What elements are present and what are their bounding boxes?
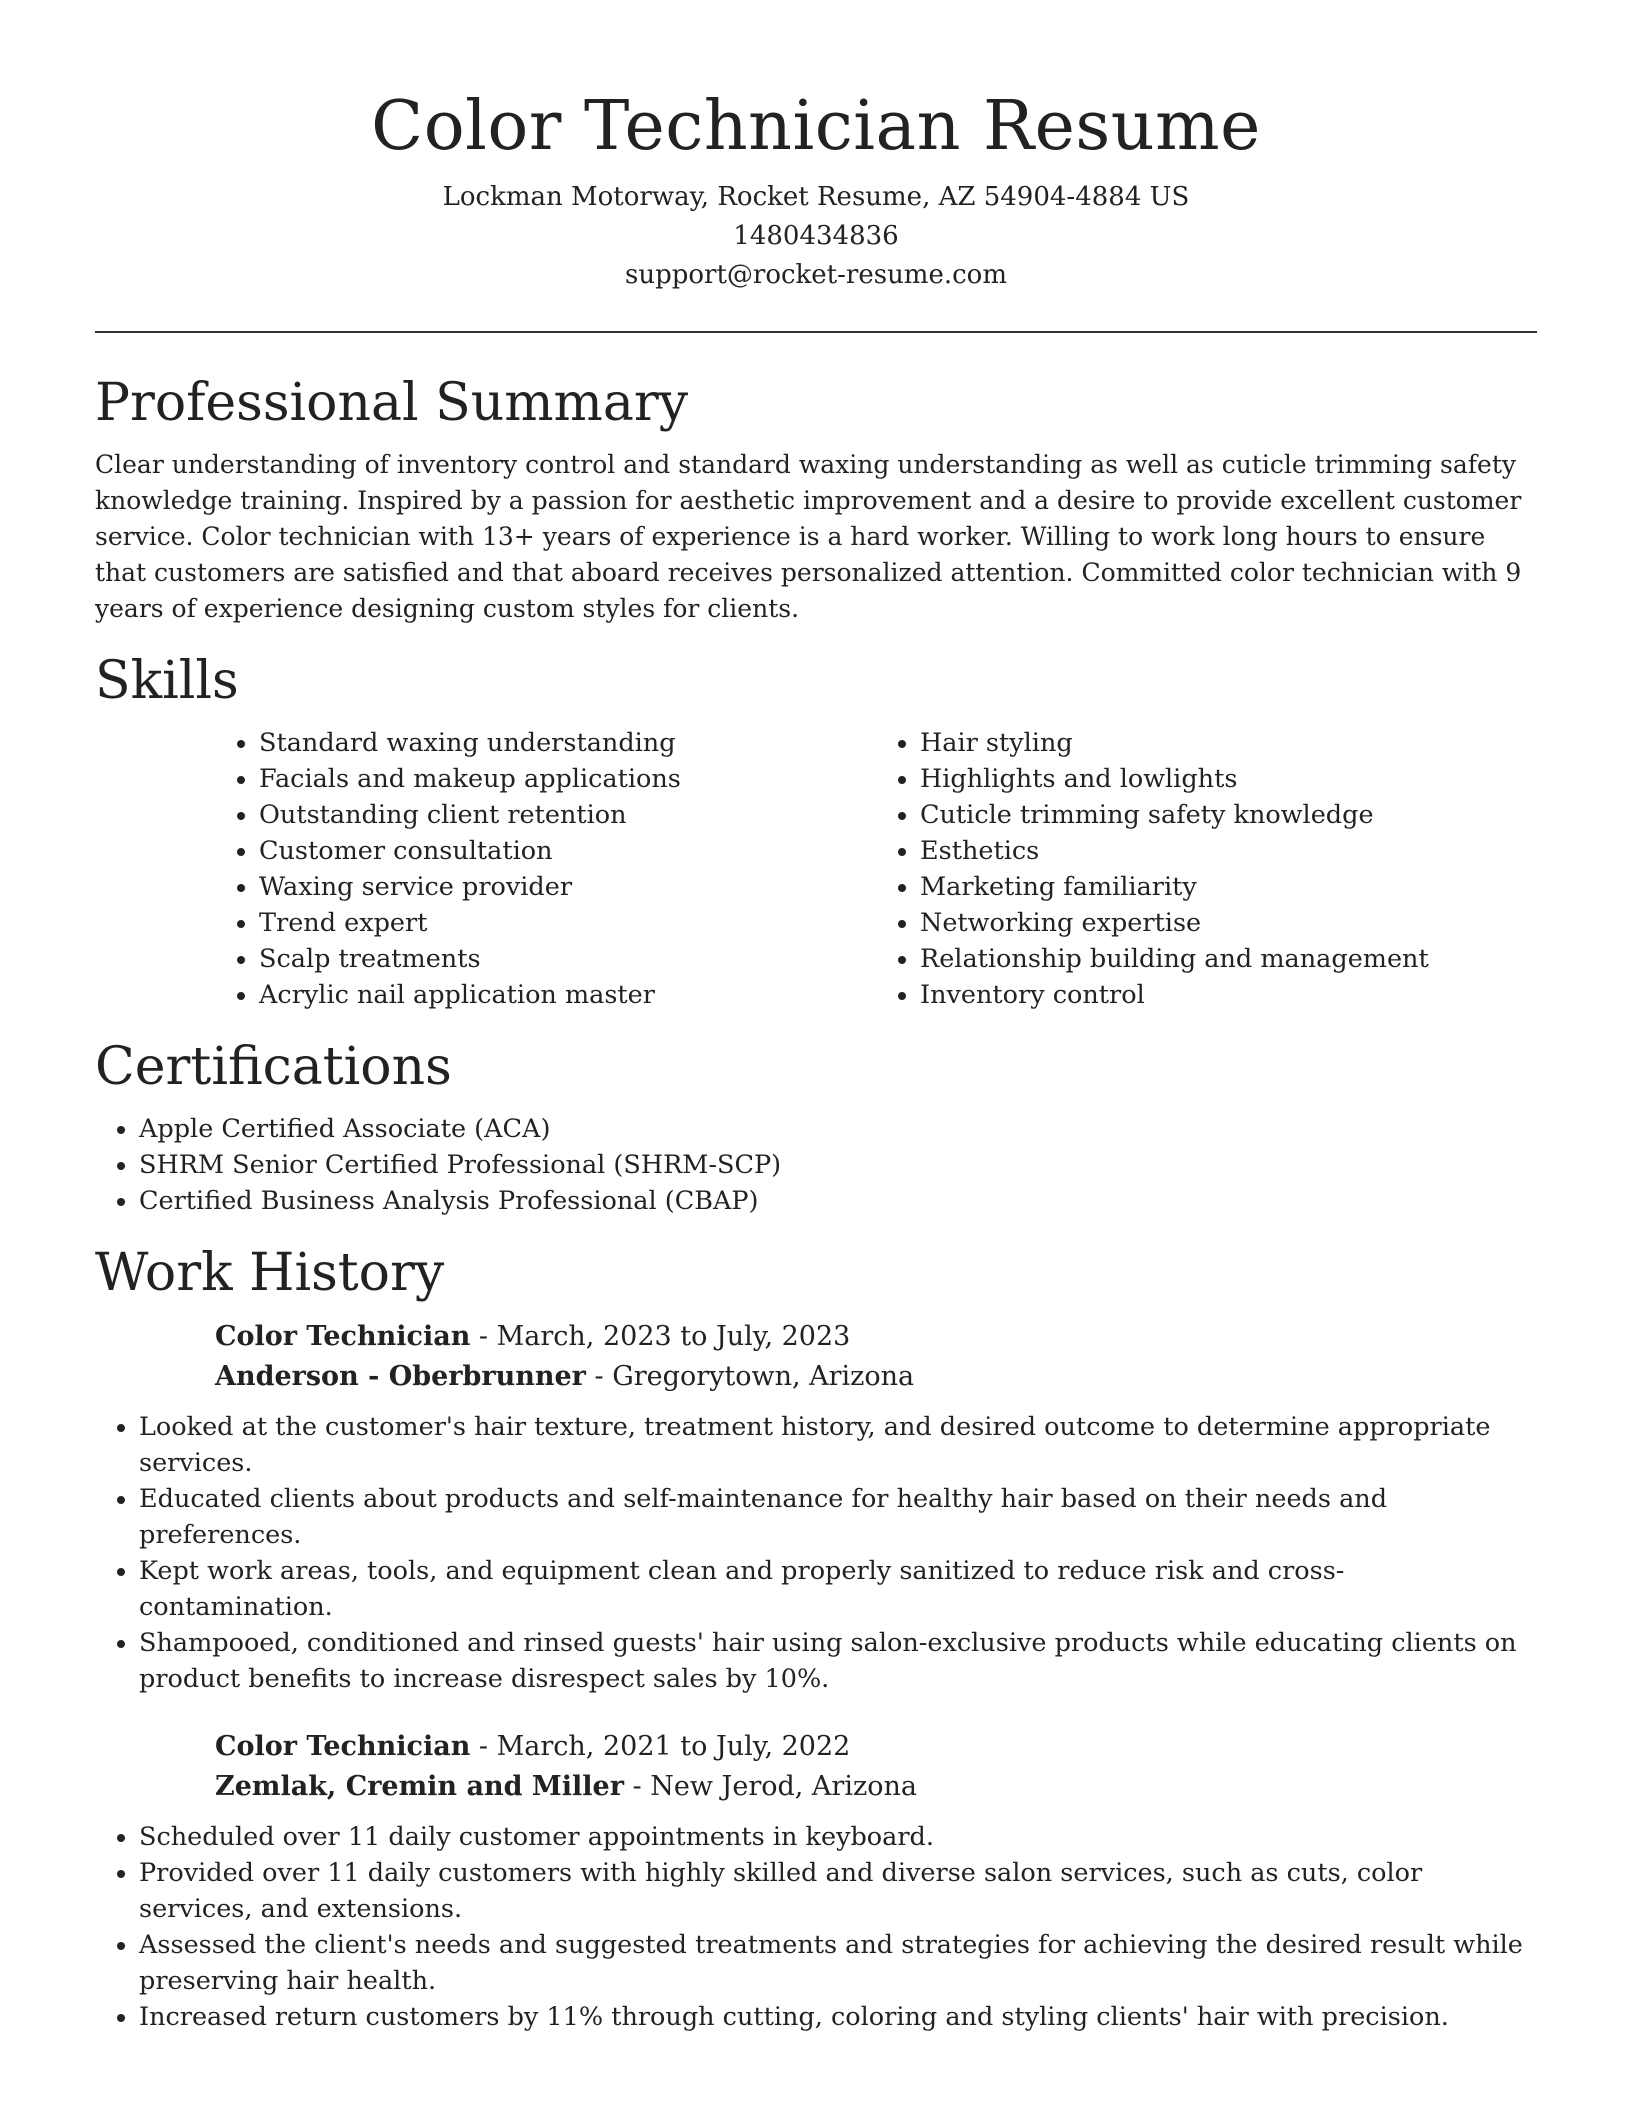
- summary-section: [95, 371, 1537, 627]
- job-entry: [215, 1317, 1537, 1397]
- skills-list-left: [215, 725, 876, 1013]
- job-title: Color Technician: [215, 1321, 471, 1352]
- summary-heading: Professional Summary: [95, 373, 689, 433]
- skill-item: • Relationship building and management: [920, 941, 1537, 977]
- contact-block: [95, 178, 1537, 295]
- job-company: Anderson - Oberbrunner: [215, 1361, 586, 1392]
- certification-item: • Apple Certified Associate (ACA): [139, 1111, 1537, 1147]
- certifications-heading: Certifications: [95, 1037, 452, 1097]
- job-bullet: • Increased return customers by 11% through cutting, coloring and styling clients' hair with precision.: [139, 1999, 1537, 2035]
- resume-header: [95, 0, 1537, 295]
- job-bullet: • Provided over 11 daily customers with highly skilled and diverse salon services, such as cuts, color services, and extensions.: [139, 1855, 1537, 1927]
- job-bullet: • Looked at the customer's hair texture, treatment history, and desired outcome to determine appropriate services.: [139, 1409, 1537, 1481]
- skill-item: • Trend expert: [259, 905, 876, 941]
- header-divider: [95, 331, 1537, 333]
- contact-email[interactable]: support@rocket-resume.com: [624, 260, 1007, 290]
- resume-page: [95, 0, 1537, 2035]
- work-history-heading: Work History: [95, 1243, 445, 1303]
- skills-heading: Skills: [95, 651, 239, 711]
- job-bullet: • Kept work areas, tools, and equipment clean and properly sanitized to reduce risk and cross-contamination.: [139, 1553, 1537, 1625]
- job-bullet: • Scheduled over 11 daily customer appointments in keyboard.: [139, 1819, 1537, 1855]
- job-title-line: [215, 1317, 1537, 1357]
- job-location: - New Jerod, Arizona: [623, 1771, 917, 1802]
- certifications-section: [95, 1035, 1537, 1219]
- job-bullet: • Assessed the client's needs and suggested treatments and strategies for achieving the desired result while preserving hair health.: [139, 1927, 1537, 1999]
- certifications-list: [95, 1111, 1537, 1219]
- job-bullets: [95, 1819, 1537, 2035]
- contact-phone: 1480434836: [733, 221, 899, 251]
- skill-item: • Standard waxing understanding: [259, 725, 876, 761]
- job-dates: - March, 2023 to July, 2023: [470, 1321, 851, 1352]
- job-bullet: • Shampooed, conditioned and rinsed guests' hair using salon-exclusive products while educating clients on product benefits to increase disrespect sales by 10%.: [139, 1625, 1537, 1697]
- skill-item: • Waxing service provider: [259, 869, 876, 905]
- skill-item: • Scalp treatments: [259, 941, 876, 977]
- skill-item: • Esthetics: [920, 833, 1537, 869]
- certification-item: • SHRM Senior Certified Professional (SHRM-SCP): [139, 1147, 1537, 1183]
- job-company-line: [215, 1357, 1537, 1397]
- skill-item: • Networking expertise: [920, 905, 1537, 941]
- job-company-line: [215, 1767, 1537, 1807]
- job-bullet: • Educated clients about products and self-maintenance for healthy hair based on their needs and preferences.: [139, 1481, 1537, 1553]
- skill-item: • Customer consultation: [259, 833, 876, 869]
- job-title: Color Technician: [215, 1731, 471, 1762]
- skills-section: [95, 649, 1537, 1013]
- skill-item: • Marketing familiarity: [920, 869, 1537, 905]
- skill-item: • Highlights and lowlights: [920, 761, 1537, 797]
- resume-title: Color Technician Resume: [371, 87, 1261, 166]
- skill-item: • Outstanding client retention: [259, 797, 876, 833]
- job-entry: [215, 1727, 1537, 1807]
- job-dates: - March, 2021 to July, 2022: [470, 1731, 851, 1762]
- work-history-section: [95, 1241, 1537, 2035]
- skill-item: • Inventory control: [920, 977, 1537, 1013]
- job-bullets: [95, 1409, 1537, 1697]
- contact-address: Lockman Motorway, Rocket Resume, AZ 54904-4884 US: [442, 182, 1190, 212]
- skill-item: • Cuticle trimming safety knowledge: [920, 797, 1537, 833]
- skill-item: • Facials and makeup applications: [259, 761, 876, 797]
- job-title-line: [215, 1727, 1537, 1767]
- skills-columns: [215, 725, 1537, 1013]
- job-company: Zemlak, Cremin and Miller: [215, 1771, 624, 1802]
- skill-item: • Hair styling: [920, 725, 1537, 761]
- job-location: - Gregorytown, Arizona: [585, 1361, 915, 1392]
- certification-item: • Certified Business Analysis Professional (CBAP): [139, 1183, 1537, 1219]
- summary-text: Clear understanding of inventory control and standard waxing understanding as well as cuticle trimming safety knowledge training. Inspired by a passion for aesthetic improvement and a desire to provide excellent customer service. Color technician with 13+ years of experience is a hard worker. Willing to work long hours to ensure that customers are satisfied and that aboard receives personalized attention. Committed color technician with 9 years of experience designing custom styles for clients.: [95, 450, 1522, 623]
- skill-item: • Acrylic nail application master: [259, 977, 876, 1013]
- skills-list-right: [876, 725, 1537, 1013]
